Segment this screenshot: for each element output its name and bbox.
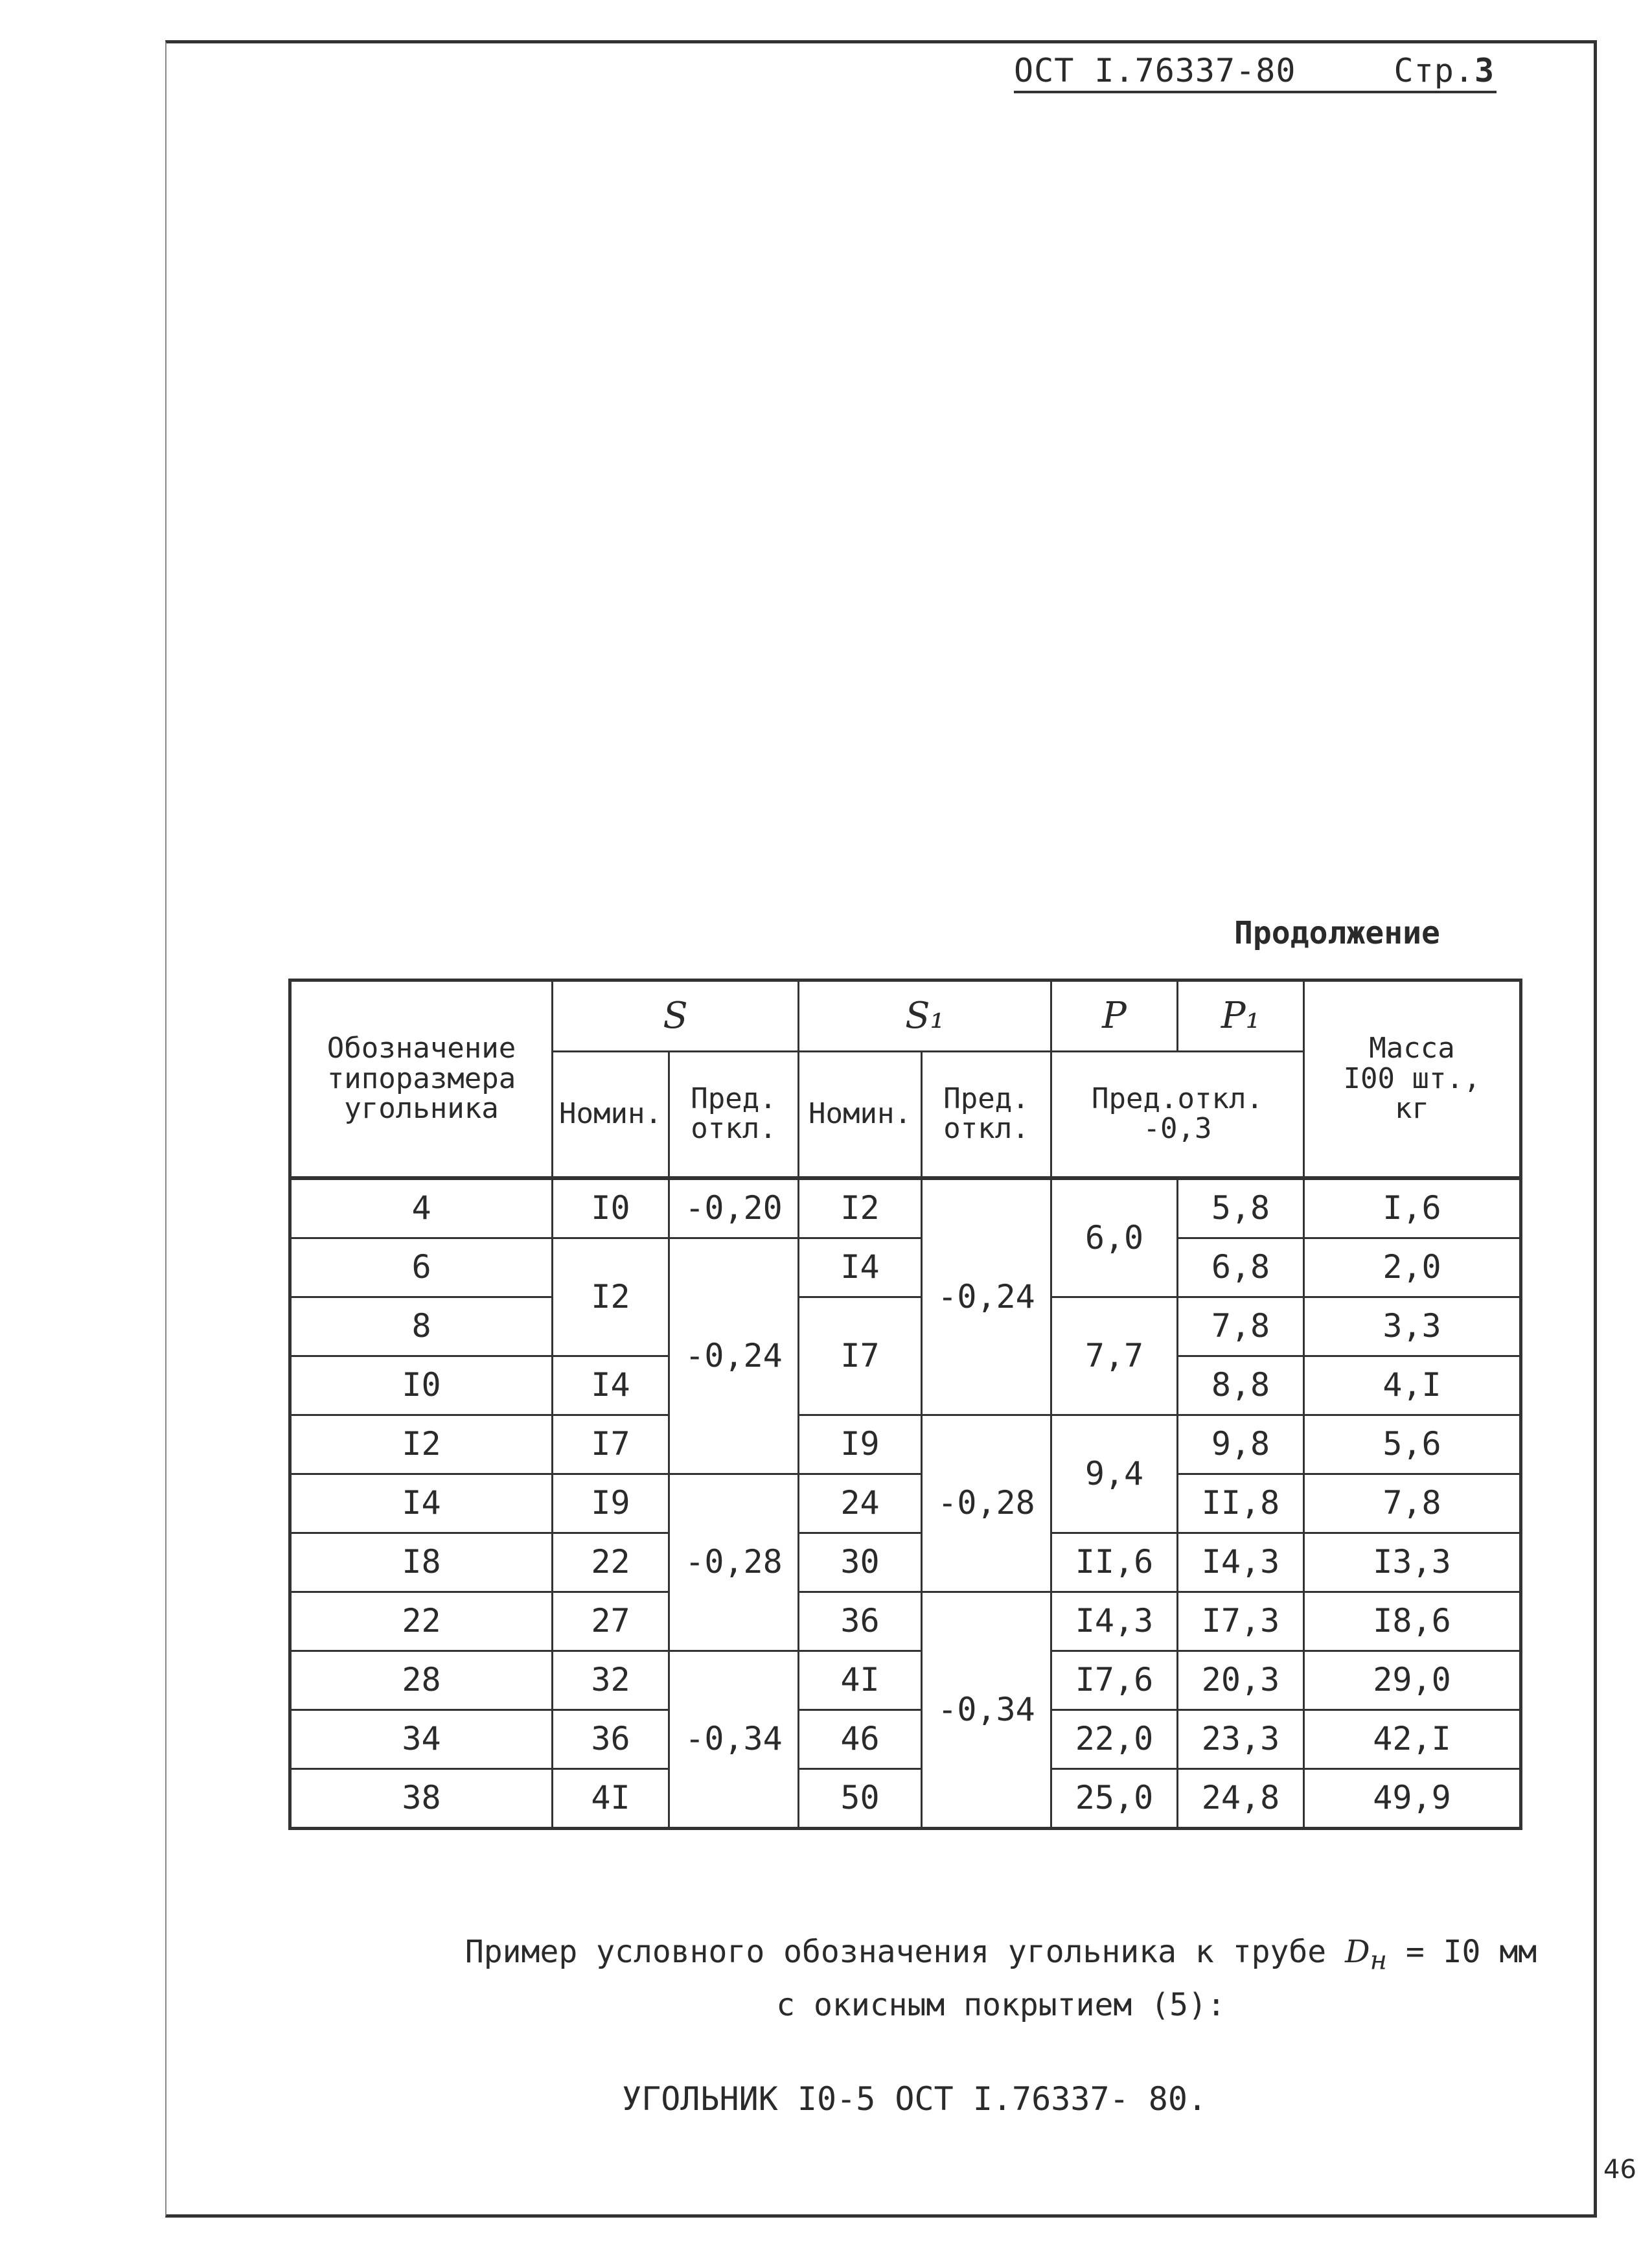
cell-s-nom: 27 (553, 1592, 669, 1651)
cell-designation: 38 (290, 1768, 553, 1828)
table-row (290, 1474, 1521, 1533)
cell-s1-dev: -0,34 (922, 1592, 1051, 1828)
cell-p: 22,0 (1051, 1710, 1178, 1768)
cell-p1: 8,8 (1178, 1356, 1304, 1415)
header-p: P (1051, 980, 1178, 1052)
page-ref (1394, 52, 1495, 89)
document-header (1014, 52, 1495, 89)
cell-p: 6,0 (1051, 1178, 1178, 1297)
table-row (290, 1178, 1521, 1238)
cell-s1-nom: 50 (799, 1768, 922, 1828)
header-p-deviation: Пред.откл. -0,3 (1051, 1052, 1304, 1178)
cell-p1: 23,3 (1178, 1710, 1304, 1768)
cell-designation: I4 (290, 1474, 553, 1533)
cell-s1-nom: 46 (799, 1710, 922, 1768)
dimensions-table (288, 979, 1522, 1830)
cell-p1: II,8 (1178, 1474, 1304, 1533)
table-row (290, 1710, 1521, 1768)
cell-s1-nom: 24 (799, 1474, 922, 1533)
header-s-deviation: Пред. откл. (669, 1052, 799, 1178)
cell-mass: 3,3 (1304, 1297, 1521, 1356)
cell-p1: 6,8 (1178, 1238, 1304, 1297)
page-label: Стр. (1394, 52, 1474, 89)
header-s1: S₁ (799, 980, 1051, 1052)
cell-p: I4,3 (1051, 1592, 1178, 1651)
designation-example: УГОЛЬНИК I0-5 ОСТ I.76337- 80. (622, 2080, 1208, 2118)
cell-s-nom: 32 (553, 1651, 669, 1710)
cell-p: I7,6 (1051, 1651, 1178, 1710)
cell-p: II,6 (1051, 1533, 1178, 1592)
cell-p: 9,4 (1051, 1415, 1178, 1533)
cell-s1-dev: -0,28 (922, 1415, 1051, 1592)
cell-p1: 5,8 (1178, 1178, 1304, 1238)
cell-mass: 7,8 (1304, 1474, 1521, 1533)
cell-s1-nom: I9 (799, 1415, 922, 1474)
cell-s-nom: I0 (553, 1178, 669, 1238)
cell-p1: 7,8 (1178, 1297, 1304, 1356)
cell-designation: I2 (290, 1415, 553, 1474)
cell-mass: 4,I (1304, 1356, 1521, 1415)
cell-p1: 24,8 (1178, 1768, 1304, 1828)
header-s1-nominal: Номин. (799, 1052, 922, 1178)
cell-s-nom: 4I (553, 1768, 669, 1828)
cell-mass: 29,0 (1304, 1651, 1521, 1710)
cell-designation: 6 (290, 1238, 553, 1297)
table-row (290, 1768, 1521, 1828)
sheet-number: 46 (1603, 2155, 1636, 2185)
cell-s1-nom: I2 (799, 1178, 922, 1238)
header-p1: P₁ (1178, 980, 1304, 1052)
cell-designation: I0 (290, 1356, 553, 1415)
table-row (290, 1651, 1521, 1710)
header-s1-deviation: Пред. откл. (922, 1052, 1051, 1178)
header-underline (1014, 91, 1497, 93)
cell-designation: 34 (290, 1710, 553, 1768)
cell-s-nom: 22 (553, 1533, 669, 1592)
example-text (415, 1928, 1587, 2029)
header-s-nominal: Номин. (553, 1052, 669, 1178)
cell-s1-nom: 36 (799, 1592, 922, 1651)
cell-mass: I3,3 (1304, 1533, 1521, 1592)
table-row (290, 1533, 1521, 1592)
cell-designation: 28 (290, 1651, 553, 1710)
cell-s-nom: I7 (553, 1415, 669, 1474)
cell-s-dev: -0,20 (669, 1178, 799, 1238)
table-row (290, 1297, 1521, 1356)
cell-mass: I,6 (1304, 1178, 1521, 1238)
cell-designation: 8 (290, 1297, 553, 1356)
cell-s-nom: 36 (553, 1710, 669, 1768)
cell-mass: 49,9 (1304, 1768, 1521, 1828)
outer-diameter-symbol: $D_н$ (1345, 1934, 1387, 1976)
cell-mass: 2,0 (1304, 1238, 1521, 1297)
cell-s1-nom: 30 (799, 1533, 922, 1592)
cell-designation: I8 (290, 1533, 553, 1592)
cell-s1-nom: I7 (799, 1297, 922, 1415)
page-ref-number: 3 (1474, 52, 1495, 89)
cell-mass: 42,I (1304, 1710, 1521, 1768)
cell-mass: I8,6 (1304, 1592, 1521, 1651)
header-s: S (553, 980, 799, 1052)
table-row (290, 1238, 1521, 1297)
cell-p1: 9,8 (1178, 1415, 1304, 1474)
table-row (290, 1592, 1521, 1651)
table-row (290, 1415, 1521, 1474)
cell-s1-dev: -0,24 (922, 1178, 1051, 1415)
example-line-1-value: = I0 мм (1405, 1934, 1537, 1970)
cell-designation: 22 (290, 1592, 553, 1651)
cell-designation: 4 (290, 1178, 553, 1238)
cell-s-dev: -0,34 (669, 1651, 799, 1828)
example-line-1 (415, 1928, 1587, 1981)
cell-p1: 20,3 (1178, 1651, 1304, 1710)
cell-s-dev: -0,24 (669, 1238, 799, 1474)
cell-s-nom: I2 (553, 1238, 669, 1356)
cell-p: 25,0 (1051, 1768, 1178, 1828)
cell-p1: I7,3 (1178, 1592, 1304, 1651)
header-mass: Масса I00 шт., кг (1304, 980, 1521, 1178)
continuation-label: Продолжение (1234, 915, 1440, 951)
cell-s-dev: -0,28 (669, 1474, 799, 1651)
cell-p1: I4,3 (1178, 1533, 1304, 1592)
cell-s1-nom: I4 (799, 1238, 922, 1297)
standard-code: ОСТ I.76337-80 (1014, 52, 1296, 89)
header-designation: Обозначение типоразмера угольника (290, 980, 553, 1178)
example-line-2: с окисным покрытием (5): (776, 1986, 1226, 2023)
cell-s-nom: I4 (553, 1356, 669, 1415)
cell-p: 7,7 (1051, 1297, 1178, 1415)
cell-s-nom: I9 (553, 1474, 669, 1533)
cell-s1-nom: 4I (799, 1651, 922, 1710)
example-line-1-text: Пример условного обозначения угольника к трубе (465, 1934, 1327, 1970)
cell-mass: 5,6 (1304, 1415, 1521, 1474)
